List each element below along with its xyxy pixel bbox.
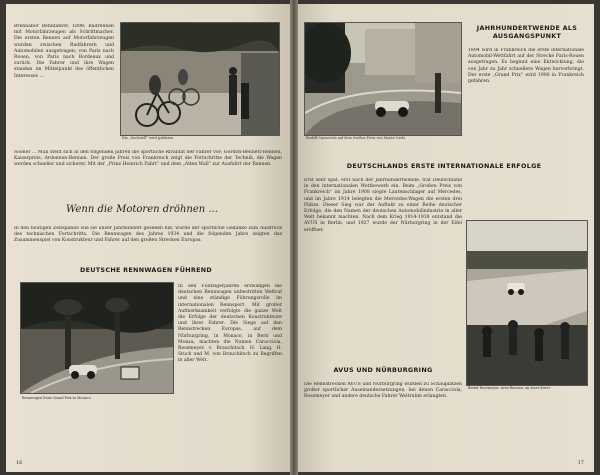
text-avus: Die Rennstrecken AVUS und Nürburgring wurden zu Schauplätzen großer sportlicher Auseinandersetzungen, bei denen Caracciola, Rosemeyer und andere deutsche Fahrer Weltruhm erlangten. [304,382,462,400]
text-erfolge: Erst sehr spät, erst nach der Jahrhundertwende, trat Deutschland in den internationalen Wettbewerb ein. Beim „Großen Preis von Frankreich“ im Jahre 1908 siegte Lautenschlager auf Mercedes, und im Jahre 1914 belegten die Mercedes-Wagen die ersten drei Plätze. Dieser Sieg war der Auftakt zu einer Reihe deutscher Erfolge, die den Namen der deutschen Automobilindustrie in aller Welt bekannt machten. Nach dem Krieg 1914-1918 entstand die AVUS in Berlin, und 1927 wurde der Nürburgring in der Eifel eröffnet. [304,178,462,233]
photo-monaco [20,282,174,394]
left-body-text-2: In den heutigen Zeitspanne wie sie unser Jahrhundert gesehen hat, wurde der sportliche Gedanke zum Ausdruck des technischen Fortschritts. Die Rennwagen des Jahres 1934 und die folgenden Jahre zeigten das Zusammenspiel von Konstrukteur und Fahrer auf den großen Strecken Europas. [14,226,282,244]
left-intro-text: Brennabor Rennfahrer, 1898; Radrennen mit Motorfahrzeugen als Schrittmacher. Die ersten Rennen auf Motorfahrzeugen wurden zwischen Radfahrern und Automobilen ausgetragen; von Paris nach Rouen, von Paris nach Bordeaux und zurück. Die Fahrer und ihre Wagen standen im Mittelpunkt des öffentlichen Interesses ... [14,24,114,79]
cyclists-image [121,23,279,135]
photo-cyclists [120,22,280,136]
photo-cyclists-caption: Ein „Sechstell“ wird gefahren [122,136,174,140]
photo-monte-carlo [304,22,462,136]
photo-monaco-caption: Rennwagen beim Grand Prix in Monaco [22,396,91,400]
text-jahrhundertwende: 1894 wird in Frankreich die erste internationale Automobil-Wettfahrt auf der Strecke Paris-Rouen ausgetragen. Es beginnt eine Entwicklung, die von Jahr zu Jahr schnellere Wagen hervorbringt. Der erste „Grand Prix“ wird 1906 in Frankreich gefahren. [468,48,584,85]
left-body-text-3: In den Fünfzigerjahren erzwangen die deutschen Rennwagen unbestritten Weltruf und eine ständige Führungsrolle im internationalen Rennsport. Mit großer Aufmerksamkeit verfolgte die ganze Welt die Erfolge der deutschen Konstrukteure und ihrer Fahrer. Die Siege auf den Rennstrecken Europas, auf dem Nürburgring, in Monaco, in Bern und Monza, machten die Namen Caracciola, Rosemeyer, v. Brauchitsch, H. Lang, H. Stuck und M. von Brauchitsch zu Begriffen in aller Welt. [178,284,282,364]
heading-deutsche-rennwagen: DEUTSCHE RENNWAGEN FÜHREND [80,266,212,274]
heading-jahrhundertwende: JAHRHUNDERTWENDE ALS AUSGANGSPUNKT [476,24,578,40]
left-page [6,4,292,472]
right-page-number: 17 [577,460,584,466]
monte-carlo-image [305,23,461,135]
heading-deutschlands-erfolge: DEUTSCHLANDS ERSTE INTERNATIONALE ERFOLGE [346,162,542,170]
monaco-race-image [21,283,173,393]
left-body-text-1: Sooner ... Man stellt sich in den folgenden Jahren die sportliche Rivalität der Fahrer vor; Gordon-Bennett-Rennen, Kaiserpreis, Ardennen-Rennen. Der große Preis von Frankreich zeigt die Fortschritte der Technik, die Wagen werden schneller und sicherer. Mit der „Prinz Heinrich Fahrt“ und dem „Alten Wall“ zur Ausfahrt der Rennen. [14,150,282,168]
avus-race-image [467,221,587,385]
book-gutter [290,0,298,475]
photo-monte-carlo-caption: Rudolf Caracciola auf dem Großen Preis von Monte Carlo [306,136,406,140]
left-page-number: 16 [16,460,23,466]
photo-avus [466,220,588,386]
heading-avus-nuerburgring: AVUS UND NÜRBURGRING [333,366,433,374]
photo-avus-caption: Bernd Rosemeyer, Avus-Rennen, an einer Kurve [468,386,551,390]
script-heading: Wenn die Motoren dröhnen ... [66,204,218,215]
right-page [296,4,594,472]
